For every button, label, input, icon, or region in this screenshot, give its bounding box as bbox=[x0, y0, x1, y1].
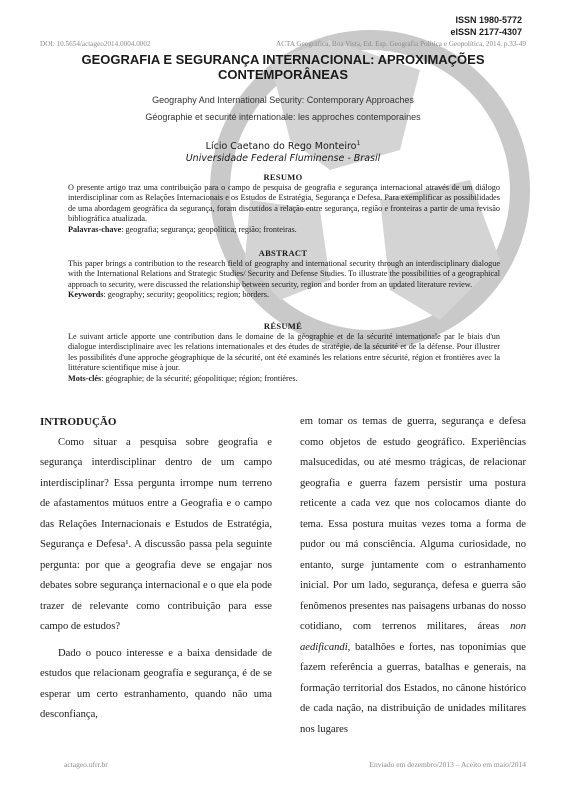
eissn: eISSN 2177-4307 bbox=[450, 27, 522, 37]
resume-heading: RÉSUMÉ bbox=[263, 321, 303, 331]
abstract-keywords: : geography; security; geopolitics; region; borders. bbox=[103, 290, 270, 300]
author-block bbox=[40, 138, 526, 165]
title-line-2: CONTEMPORÂNEAS bbox=[217, 67, 348, 82]
author-name: Lício Caetano do Rego Monteiro bbox=[205, 141, 357, 153]
paragraph: Dado o pouco interesse e a baixa densidade de estudos que relacionam geografia e segurança, é de se esperar um certo estranhamento, quando não uma desconfiança, bbox=[40, 647, 272, 720]
resumo-keywords-label: Palavras-chave bbox=[68, 224, 122, 234]
footer-site: actageo.ufrr.br bbox=[64, 760, 108, 769]
paragraph-text: , batalhões e fortes, nas toponímias que fazem referência a guerras, batalhas e generais, na formação territorial dos Estados, no cânone histórico de cada nação, na distribuição de unidades militares nos lugares bbox=[300, 641, 526, 735]
english-title: Geography And International Security: Contemporary Approaches bbox=[152, 95, 414, 105]
section-heading-introducao: INTRODUÇÃO bbox=[40, 416, 117, 428]
abstract-keywords-label: Keywords bbox=[68, 290, 104, 300]
resumo-heading: RESUMO bbox=[263, 172, 303, 182]
issn: ISSN 1980-5772 bbox=[455, 15, 522, 25]
abstract-text bbox=[68, 259, 500, 301]
footer-dates: Enviado em dezembro/2013 – Aceito em maio/2014 bbox=[369, 760, 526, 769]
resume-body: Le suivant article apporte une contribution dans le domaine de la géographie et de la sécurité internationale par le biais d'un dialogue interdisciplinaire avec les relations internationales et des études de stratégie, de la sécurité et de la défense. Pour illustrer les possibilités d'une approche géographique de la sécurité, ont été examinés les relations entre sécurité, région et frontières avec la littérature scientifique mise à jour. bbox=[68, 332, 500, 373]
resumo-keywords: : geografia; segurança; geopolítica; região; fronteiras. bbox=[121, 224, 297, 234]
resume-keywords: : géographie; de la sécurité; géopolitique; région; frontières. bbox=[101, 373, 298, 383]
issn-block bbox=[450, 14, 522, 38]
abstract-body: This paper brings a contribution to the research field of geography and international security through an interdisciplinary dialogue with the International Relations and Strategic Studies/ Security and Defense Studies. To illustrate the possibilities of a geographical approach to security, were discussed the relationship between security, region and border from an updated literature review. bbox=[68, 259, 500, 289]
french-title: Géographie et securité internationale: les approches contemporaines bbox=[145, 112, 421, 122]
paragraph bbox=[300, 412, 526, 740]
resume-keywords-label: Mots-clés bbox=[68, 373, 102, 383]
author-affiliation: Universidade Federal Fluminense - Brasil bbox=[185, 153, 381, 165]
doi: DOI: 10.5654/actageo2014.0004.0002 bbox=[40, 40, 151, 48]
paragraph-text: em tomar os temas de guerra, segurança e defesa como objetos de estudo geográfico. Experiências malsucedidas, ou até mesmo trágicas, de relacionar geografia e guerra fazem persistir uma postura reticente a cada vez que nos colocamos diante do tema. Essa postura muitas vezes toma a forma de pudor ou má consciência. Alguma curiosidade, no entanto, surge juntamente com o estranhamento inicial. Por um lado, segurança, defesa e guerra são fenômenos presentes nas paisagens urbanas do nosso cotidiano, com terrenos militares, áreas bbox=[300, 416, 526, 632]
latin-term: non aedificandi bbox=[300, 621, 526, 653]
body-right-column bbox=[300, 412, 526, 740]
body-left-column bbox=[40, 412, 272, 726]
title-line-1: GEOGRAFIA E SEGURANÇA INTERNACIONAL: APROXIMAÇÕES bbox=[81, 52, 485, 67]
page-title bbox=[40, 52, 526, 82]
author-footnote-mark: 1 bbox=[356, 140, 361, 147]
running-header bbox=[40, 40, 526, 48]
resumo-text bbox=[68, 183, 500, 235]
resume-text bbox=[68, 332, 500, 384]
resumo-body: O presente artigo traz uma contribuição para o campo de pesquisa de geografia e segurança internacional através de um diálogo interdisciplinar com as Relações Internacionais e os Estudos de Estratégia, Segurança e Defesa. Para exemplificar as possibilidades de uma abordagem geográfica da segurança, foram discutidos a relação entre segurança, região e fronteiras a partir de uma revisão bibliográfica atualizada. bbox=[68, 183, 500, 224]
abstract-heading: ABSTRACT bbox=[258, 248, 308, 258]
paragraph: Como situar a pesquisa sobre geografia e segurança interdisciplinar dentro de um campo interdisciplinar? Essa pergunta irrompe num terreno de afastamentos mútuos entre a Geografia e o campo das Relações Internacionais e Estudos de Estratégia, Segurança e Defesa¹. A discussão passa pela seguinte pergunta: por que a geografia deve se engajar nos debates sobre segurança internacional e o que ela pode trazer de relevante como contribuição para esse campo de estudos? bbox=[40, 436, 272, 632]
journal-citation: ACTA Geográfica, Boa Vista, Ed. Esp. Geografia Política e Geopolítica, 2014. p.33-49 bbox=[276, 40, 526, 48]
